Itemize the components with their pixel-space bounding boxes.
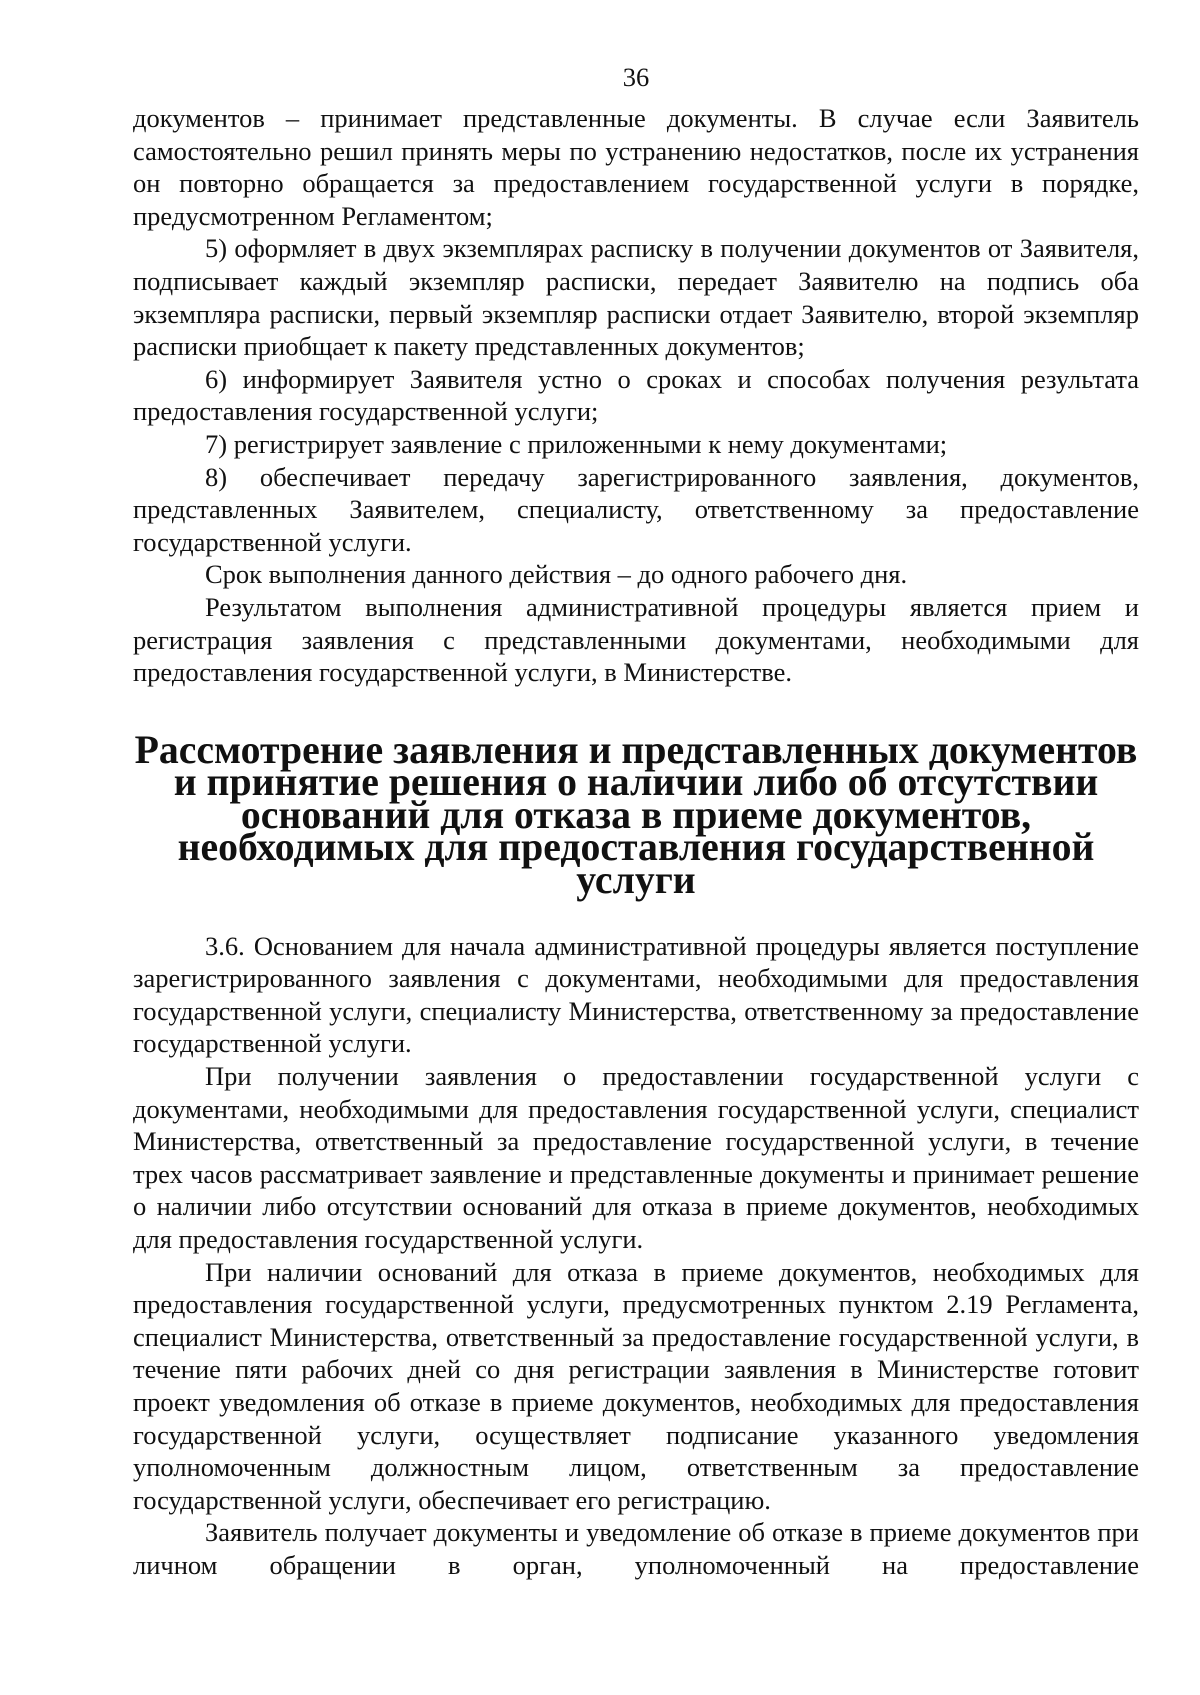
paragraph-continuation: документов – принимает представленные документы. В случае если Заявитель самостоятельно решил принять меры по устранению недостатков, после их устранения он повторно обращается за предоставлением государственной услуги в порядке, предусмотренном Регламентом; — [133, 103, 1139, 231]
paragraph-result: Результатом выполнения административной процедуры является прием и регистрация заявления с представленными документами, необходимыми для предоставления государственной услуги, в Министерстве. — [133, 591, 1139, 688]
paragraph-applicant-receives: Заявитель получает документы и уведомление об отказе в приеме документов при личном обращении в орган, уполномоченный на предоставление — [133, 1517, 1139, 1580]
document-page — [133, 62, 1139, 1582]
list-item-8: 8) обеспечивает передачу зарегистрированного заявления, документов, представленных Заявителем, специалисту, ответственному за предоставление государственной услуги. — [133, 461, 1139, 557]
paragraph-refusal: При наличии оснований для отказа в приеме документов, необходимых для предоставления государственной услуги, предусмотренных пунктом 2.19 Регламента, специалист Министерства, ответственный за предоставление государственной услуги, в течение пяти рабочих дней со дня регистрации заявления в Министерстве готовит проект уведомления об отказе в приеме документов, необходимых для предоставления государственной услуги, осуществляет подписание указанного уведомления уполномоченным должностным лицом, ответственным за предоставление государственной услуги, обеспечивает его регистрацию. — [133, 1256, 1139, 1515]
paragraph-deadline: Срок выполнения данного действия – до одного рабочего дня. — [205, 559, 908, 590]
page-number: 36 — [622, 62, 650, 92]
paragraph-3-6: 3.6. Основанием для начала административной процедуры является поступление зарегистрированного заявления с документами, необходимыми для предоставления государственной услуги, специалисту Министерства, ответственному за предоставление государственной услуги. — [133, 930, 1139, 1059]
list-item-7: 7) регистрирует заявление с приложенными к нему документами; — [205, 428, 948, 459]
list-item-6: 6) информирует Заявителя устно о сроках и способах получения результата предоставления государственной услуги; — [133, 363, 1139, 427]
section-heading: Рассмотрение заявления и представленных документов и принятие решения о наличии либо об отсутствии оснований для отказа в приеме документов, необходимых для предоставления государственной услуги — [134, 727, 1138, 903]
paragraph-review: При получении заявления о предоставлении государственной услуги с документами, необходимыми для предоставления государственной услуги, специалист Министерства, ответственный за предоставление государственной услуги, в течение трех часов рассматривает заявление и представленные документы и принимает решение о наличии либо отсутствии оснований для отказа в приеме документов, необходимых для предоставления государственной услуги. — [133, 1061, 1139, 1254]
list-item-5: 5) оформляет в двух экземплярах расписку в получении документов от Заявителя, подписывает каждый экземпляр расписки, передает Заявителю на подпись оба экземпляра расписки, первый экземпляр расписки отдает Заявителю, второй экземпляр расписки приобщает к пакету представленных документов; — [133, 233, 1139, 362]
